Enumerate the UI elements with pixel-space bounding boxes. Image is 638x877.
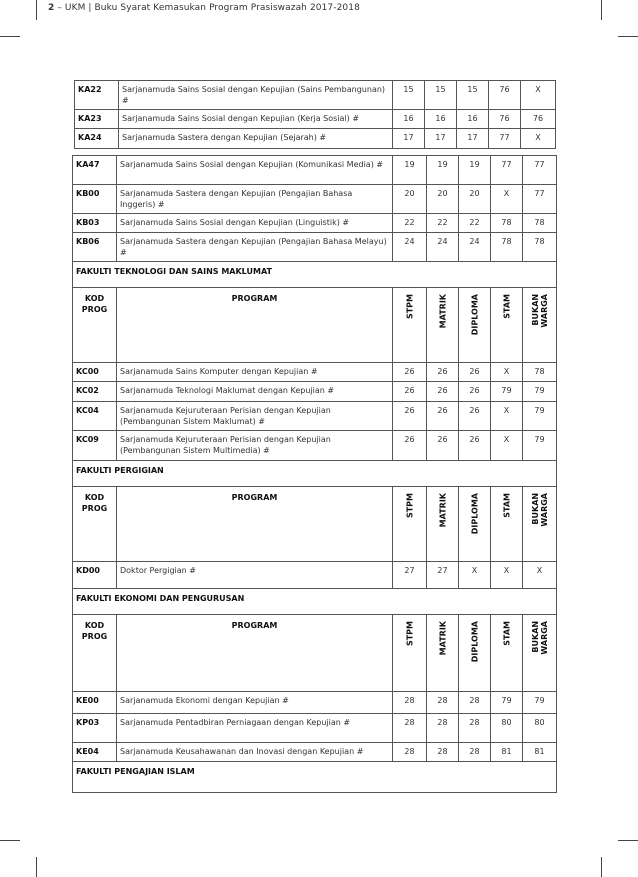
matrik-cell: 26 xyxy=(427,402,459,431)
crop-mark xyxy=(36,857,37,877)
stam-cell: 80 xyxy=(491,714,523,743)
col-header-label: STPM xyxy=(405,621,414,647)
crop-mark xyxy=(618,36,638,37)
matrik-cell: 26 xyxy=(427,431,459,461)
bukan-warga-cell: 79 xyxy=(523,431,557,461)
stam-cell: 78 xyxy=(491,233,523,262)
faculty-heading-fpi: FAKULTI PENGAJIAN ISLAM xyxy=(73,762,557,793)
crop-mark xyxy=(601,0,602,20)
kod-prog-cell: KD00 xyxy=(73,562,117,589)
stam-cell: X xyxy=(491,562,523,589)
stpm-cell: 26 xyxy=(393,402,427,431)
table-top xyxy=(74,80,556,149)
diploma-cell: 28 xyxy=(459,714,491,743)
col-header-label: STAM xyxy=(502,294,511,319)
matrik-cell: 26 xyxy=(427,363,459,382)
program-cell: Sarjanamuda Pentadbiran Perniagaan dengan Kepujian # xyxy=(117,714,393,743)
stam-cell: 76 xyxy=(489,81,521,110)
diploma-cell: X xyxy=(459,562,491,589)
program-cell: Sarjanamuda Sastera dengan Kepujian (Sejarah) # xyxy=(119,129,393,149)
col-header-label: STPM xyxy=(405,493,414,519)
stpm-cell: 16 xyxy=(393,110,425,129)
col-header-label: DIPLOMA xyxy=(470,493,479,535)
stpm-cell: 28 xyxy=(393,714,427,743)
kod-prog-cell: KA23 xyxy=(75,110,119,129)
table-row xyxy=(73,714,557,743)
column-header-row xyxy=(73,288,557,363)
col-header-kod-prog: KOD PROG xyxy=(73,288,117,363)
crop-mark xyxy=(618,840,638,841)
table-row xyxy=(73,402,557,431)
stpm-cell: 28 xyxy=(393,692,427,714)
diploma-cell: 22 xyxy=(459,214,491,233)
diploma-cell: 15 xyxy=(457,81,489,110)
diploma-cell: 24 xyxy=(459,233,491,262)
program-cell: Sarjanamuda Kejuruteraan Perisian dengan Kepujian (Pembangunan Sistem Multimedia) # xyxy=(117,431,393,461)
stpm-cell: 22 xyxy=(393,214,427,233)
col-header-label: STAM xyxy=(502,493,511,518)
bukan-warga-cell: 77 xyxy=(523,185,557,214)
stpm-cell: 24 xyxy=(393,233,427,262)
col-header-matrik xyxy=(427,487,459,562)
stam-cell: 78 xyxy=(491,214,523,233)
crop-mark xyxy=(0,840,20,841)
stpm-cell: 28 xyxy=(393,743,427,762)
matrik-cell: 17 xyxy=(425,129,457,149)
table-row xyxy=(73,562,557,589)
kod-prog-cell: KC02 xyxy=(73,382,117,402)
stam-cell: X xyxy=(491,402,523,431)
col-header-label: DIPLOMA xyxy=(470,294,479,336)
bukan-warga-cell: X xyxy=(521,81,556,110)
program-cell: Sarjanamuda Ekonomi dengan Kepujian # xyxy=(117,692,393,714)
col-header-stam xyxy=(491,615,523,692)
bukan-warga-cell: 79 xyxy=(523,692,557,714)
bukan-warga-cell: X xyxy=(523,562,557,589)
stam-cell: 79 xyxy=(491,692,523,714)
diploma-cell: 26 xyxy=(459,363,491,382)
kod-prog-cell: KB00 xyxy=(73,185,117,214)
program-cell: Sarjanamuda Sains Sosial dengan Kepujian (Komunikasi Media) # xyxy=(117,156,393,185)
faculty-heading-ftsm: FAKULTI TEKNOLOGI DAN SAINS MAKLUMAT xyxy=(73,262,557,288)
matrik-cell: 28 xyxy=(427,692,459,714)
page-number: 2 xyxy=(48,3,55,13)
matrik-cell: 27 xyxy=(427,562,459,589)
program-cell: Sarjanamuda Kejuruteraan Perisian dengan Kepujian (Pembangunan Sistem Maklumat) # xyxy=(117,402,393,431)
kod-prog-cell: KE00 xyxy=(73,692,117,714)
program-cell: Sarjanamuda Sains Sosial dengan Kepujian (Linguistik) # xyxy=(117,214,393,233)
col-header-matrik xyxy=(427,615,459,692)
col-header-stam xyxy=(491,288,523,363)
header-separator: – xyxy=(57,3,62,13)
program-cell: Sarjanamuda Sains Sosial dengan Kepujian (Kerja Sosial) # xyxy=(119,110,393,129)
kod-prog-cell: KE04 xyxy=(73,743,117,762)
program-cell: Sarjanamuda Sains Sosial dengan Kepujian (Sains Pembangunan) # xyxy=(119,81,393,110)
stpm-cell: 27 xyxy=(393,562,427,589)
stam-cell: 81 xyxy=(491,743,523,762)
program-cell: Sarjanamuda Teknologi Maklumat dengan Kepujian # xyxy=(117,382,393,402)
bukan-warga-cell: 78 xyxy=(523,214,557,233)
stpm-cell: 20 xyxy=(393,185,427,214)
matrik-cell: 24 xyxy=(427,233,459,262)
kod-prog-cell: KB06 xyxy=(73,233,117,262)
kod-prog-cell: KB03 xyxy=(73,214,117,233)
diploma-cell: 17 xyxy=(457,129,489,149)
stpm-cell: 19 xyxy=(393,156,427,185)
matrik-cell: 15 xyxy=(425,81,457,110)
faculty-row xyxy=(73,589,557,615)
stpm-cell: 26 xyxy=(393,382,427,402)
stam-cell: 79 xyxy=(491,382,523,402)
stpm-cell: 26 xyxy=(393,363,427,382)
header-title: UKM | Buku Syarat Kemasukan Program Prasiswazah 2017-2018 xyxy=(64,3,360,13)
matrik-cell: 19 xyxy=(427,156,459,185)
kod-prog-cell: KC00 xyxy=(73,363,117,382)
col-header-label: STAM xyxy=(502,621,511,646)
stpm-cell: 26 xyxy=(393,431,427,461)
table-row xyxy=(73,363,557,382)
table-row xyxy=(73,382,557,402)
table-row xyxy=(73,692,557,714)
faculty-row xyxy=(73,461,557,487)
stam-cell: 77 xyxy=(491,156,523,185)
stam-cell: X xyxy=(491,431,523,461)
col-header-program: PROGRAM xyxy=(117,288,393,363)
kod-prog-cell: KC04 xyxy=(73,402,117,431)
diploma-cell: 28 xyxy=(459,692,491,714)
kod-prog-cell: KA24 xyxy=(75,129,119,149)
table-row xyxy=(73,233,557,262)
table-row xyxy=(73,431,557,461)
col-header-stam xyxy=(491,487,523,562)
matrik-cell: 22 xyxy=(427,214,459,233)
program-cell: Sarjanamuda Sastera dengan Kepujian (Pengajian Bahasa Inggeris) # xyxy=(117,185,393,214)
kod-prog-cell: KP03 xyxy=(73,714,117,743)
diploma-cell: 26 xyxy=(459,431,491,461)
kod-prog-cell: KC09 xyxy=(73,431,117,461)
col-header-stpm xyxy=(393,615,427,692)
bukan-warga-cell: 76 xyxy=(521,110,556,129)
diploma-cell: 20 xyxy=(459,185,491,214)
stpm-cell: 17 xyxy=(393,129,425,149)
stam-cell: X xyxy=(491,363,523,382)
bukan-warga-cell: 81 xyxy=(523,743,557,762)
stam-cell: 76 xyxy=(489,110,521,129)
table-row xyxy=(73,743,557,762)
faculty-row xyxy=(73,762,557,793)
col-header-diploma xyxy=(459,615,491,692)
table-row xyxy=(73,185,557,214)
matrik-cell: 20 xyxy=(427,185,459,214)
col-header-stpm xyxy=(393,487,427,562)
diploma-cell: 28 xyxy=(459,743,491,762)
table-row xyxy=(73,214,557,233)
col-header-label: DIPLOMA xyxy=(470,621,479,663)
faculty-row xyxy=(73,262,557,288)
diploma-cell: 16 xyxy=(457,110,489,129)
col-header-program: PROGRAM xyxy=(117,615,393,692)
col-header-kod-prog: KOD PROG xyxy=(73,615,117,692)
bukan-warga-cell: 78 xyxy=(523,233,557,262)
col-header-label: MATRIK xyxy=(438,294,447,329)
table-row xyxy=(75,110,556,129)
col-header-stpm xyxy=(393,288,427,363)
table-row xyxy=(75,129,556,149)
matrik-cell: 16 xyxy=(425,110,457,129)
crop-mark xyxy=(0,36,20,37)
kod-prog-cell: KA47 xyxy=(73,156,117,185)
col-header-matrik xyxy=(427,288,459,363)
crop-mark xyxy=(36,0,37,20)
diploma-cell: 26 xyxy=(459,402,491,431)
table-row xyxy=(75,81,556,110)
matrik-cell: 28 xyxy=(427,743,459,762)
col-header-program: PROGRAM xyxy=(117,487,393,562)
table-row xyxy=(73,156,557,185)
bukan-warga-cell: 78 xyxy=(523,363,557,382)
bukan-warga-cell: 80 xyxy=(523,714,557,743)
col-header-bukan-warga xyxy=(523,288,557,363)
bukan-warga-cell: 79 xyxy=(523,402,557,431)
program-cell: Sarjanamuda Sains Komputer dengan Kepujian # xyxy=(117,363,393,382)
program-cell: Sarjanamuda Sastera dengan Kepujian (Pengajian Bahasa Melayu) # xyxy=(117,233,393,262)
col-header-label: MATRIK xyxy=(438,621,447,656)
diploma-cell: 19 xyxy=(459,156,491,185)
col-header-label: STPM xyxy=(405,294,414,320)
faculty-heading-fpg: FAKULTI PERGIGIAN xyxy=(73,461,557,487)
col-header-bukan-warga xyxy=(523,487,557,562)
program-cell: Doktor Pergigian # xyxy=(117,562,393,589)
col-header-label: BUKAN WARGA xyxy=(530,294,549,328)
col-header-diploma xyxy=(459,288,491,363)
stpm-cell: 15 xyxy=(393,81,425,110)
stam-cell: 77 xyxy=(489,129,521,149)
diploma-cell: 26 xyxy=(459,382,491,402)
bukan-warga-cell: 79 xyxy=(523,382,557,402)
bukan-warga-cell: X xyxy=(521,129,556,149)
column-header-row xyxy=(73,487,557,562)
page-header xyxy=(48,3,360,13)
crop-mark xyxy=(601,857,602,877)
col-header-label: BUKAN WARGA xyxy=(530,493,549,527)
bukan-warga-cell: 77 xyxy=(523,156,557,185)
col-header-bukan-warga xyxy=(523,615,557,692)
col-header-label: MATRIK xyxy=(438,493,447,528)
col-header-label: BUKAN WARGA xyxy=(530,621,549,655)
column-header-row xyxy=(73,615,557,692)
col-header-diploma xyxy=(459,487,491,562)
col-header-kod-prog: KOD PROG xyxy=(73,487,117,562)
stam-cell: X xyxy=(491,185,523,214)
table-main xyxy=(72,155,557,793)
program-cell: Sarjanamuda Keusahawanan dan Inovasi dengan Kepujian # xyxy=(117,743,393,762)
matrik-cell: 28 xyxy=(427,714,459,743)
faculty-heading-fep: FAKULTI EKONOMI DAN PENGURUSAN xyxy=(73,589,557,615)
matrik-cell: 26 xyxy=(427,382,459,402)
kod-prog-cell: KA22 xyxy=(75,81,119,110)
